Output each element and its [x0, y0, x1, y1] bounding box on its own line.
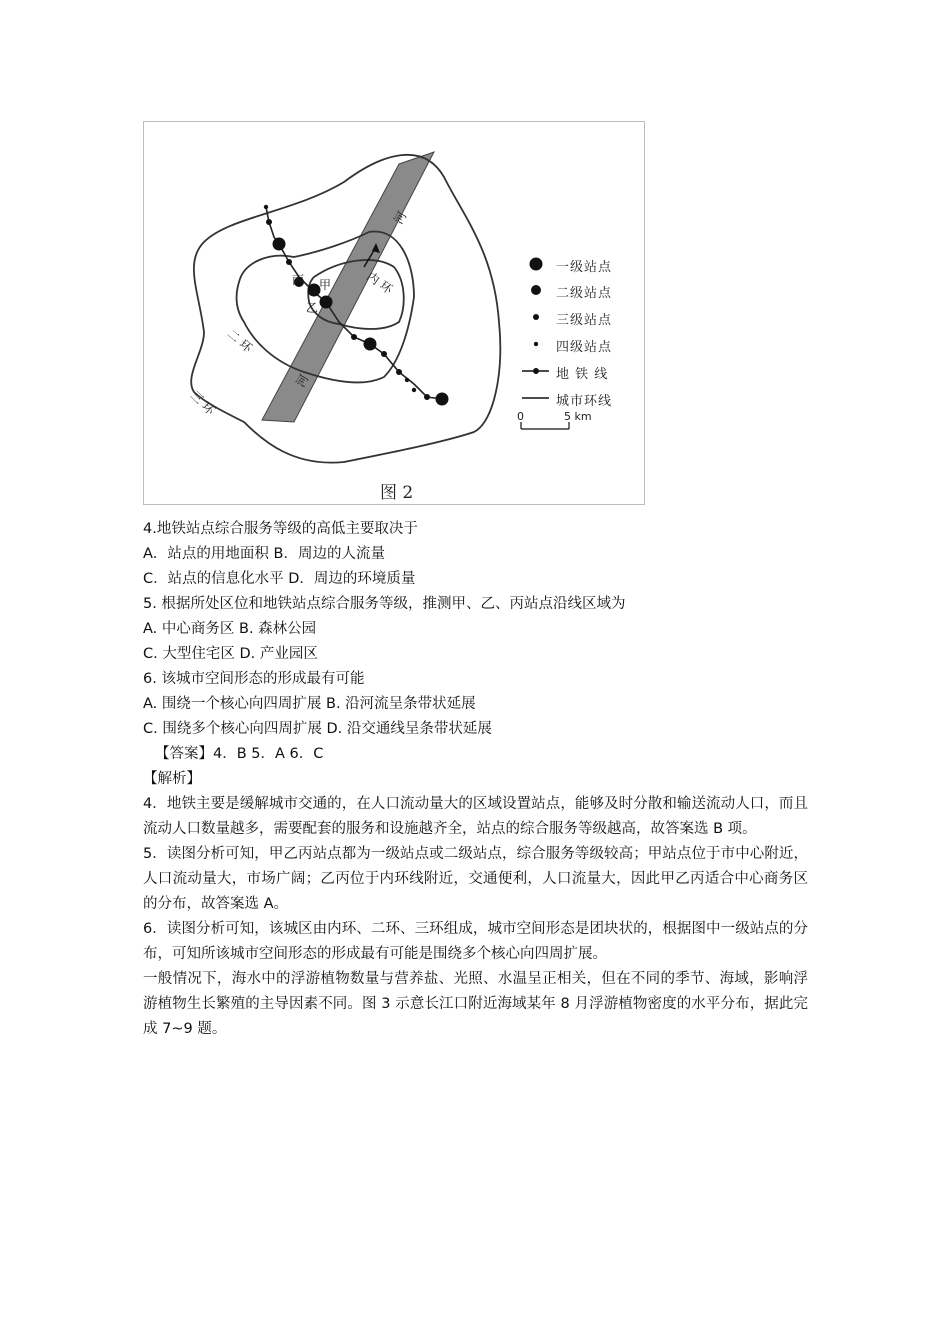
city-subway-map-figure [143, 121, 645, 505]
analysis-6: 6．读图分析可知，该城区由内环、二环、三环组成，城市空间形态是团块状的，根据图中一级站点的分布，可知所该城市空间形态的形成最有可能是围绕多个核心向四周扩展。 [143, 921, 808, 962]
legend-level3-label: 三级站点 [556, 313, 613, 328]
station-level3 [381, 351, 387, 357]
legend-level2-symbol [531, 285, 541, 295]
legend-ring-label: 城市环线 [556, 394, 613, 409]
label-river-1: 河 [391, 209, 410, 227]
question-5-stem: 5. 根据所处区位和地铁站点综合服务等级，推测甲、乙、丙站点沿线区域为 [143, 596, 626, 612]
station-level4 [264, 205, 268, 209]
answer-line: 【答案】4．B 5．A 6．C [155, 746, 324, 762]
analysis-title: 【解析】 [143, 771, 201, 787]
station-level4 [405, 378, 409, 382]
question-content [143, 517, 808, 1042]
station-level3 [396, 369, 402, 375]
legend-level4-label: 四级站点 [556, 340, 613, 355]
question-4-options-1: A．站点的用地面积 B．周边的人流量 [143, 546, 385, 562]
station-level3 [424, 394, 430, 400]
label-sanhuan: 三 环 [187, 388, 218, 418]
station-level1 [364, 338, 377, 351]
question-6-options-1: A. 围绕一个核心向四周扩展 B. 沿河流呈条带状延展 [143, 696, 476, 712]
legend-level4-symbol [534, 342, 538, 346]
label-erhuan: 二 环 [224, 326, 255, 356]
question-5-options-1: A. 中心商务区 B. 森林公园 [143, 621, 317, 637]
legend-level2-label: 二级站点 [556, 286, 613, 301]
question-6-stem: 6. 该城市空间形态的形成最有可能 [143, 671, 365, 687]
question-6-options-2: C. 围绕多个核心向四周扩展 D. 沿交通线呈条带状延展 [143, 721, 492, 737]
figure-caption: 图 2 [380, 483, 414, 503]
label-bing: 丙 [292, 273, 305, 287]
station-level3 [286, 259, 292, 265]
label-neihuan: 内 环 [364, 269, 396, 297]
station-level1 [436, 393, 449, 406]
station-level3 [351, 334, 357, 340]
analysis-4: 4．地铁主要是缓解城市交通的，在人口流动量大的区域设置站点，能够及时分散和输送流动人口，而且流动人口数量越多，需要配套的服务和设施越齐全，站点的综合服务等级越高，故答案选 B 项。 [143, 796, 808, 837]
analysis-5: 5．读图分析可知，甲乙丙站点都为一级站点或二级站点，综合服务等级较高；甲站点位于市中心附近，人口流动量大，市场广阔；乙丙位于内环线附近，交通便利，人口流量大，因此甲乙丙适合中心商务区的分布，故答案选 A。 [143, 846, 808, 912]
station-level1 [273, 238, 286, 251]
legend-level1-symbol [530, 258, 543, 271]
station-level3 [266, 219, 272, 225]
question-5-options-2: C. 大型住宅区 D. 产业园区 [143, 646, 318, 662]
label-yi: 乙 [306, 301, 319, 315]
label-jia: 甲 [319, 278, 332, 292]
question-4-stem: 4.地铁站点综合服务等级的高低主要取决于 [143, 521, 418, 537]
question-4-options-2: C．站点的信息化水平 D．周边的环境质量 [143, 571, 416, 587]
legend-level1-label: 一级站点 [556, 260, 613, 275]
legend-level3-symbol [533, 314, 539, 320]
station-level4 [412, 388, 416, 392]
scale-start: 0 [517, 410, 525, 423]
station-level1-yi [320, 296, 333, 309]
next-question-intro: 一般情况下，海水中的浮游植物数量与营养盐、光照、水温呈正相关，但在不同的季节、海域，影响浮游植物生长繁殖的主导因素不同。图 3 示意长江口附近海域某年 8 月浮游植物密度的水平分布，据此完成 7~9 题。 [143, 971, 808, 1037]
legend-subway-dot [533, 368, 539, 374]
scale-end: 5 km [564, 410, 592, 423]
legend-subway-label: 地 铁 线 [556, 367, 609, 382]
label-river-2: 河 [293, 372, 312, 390]
